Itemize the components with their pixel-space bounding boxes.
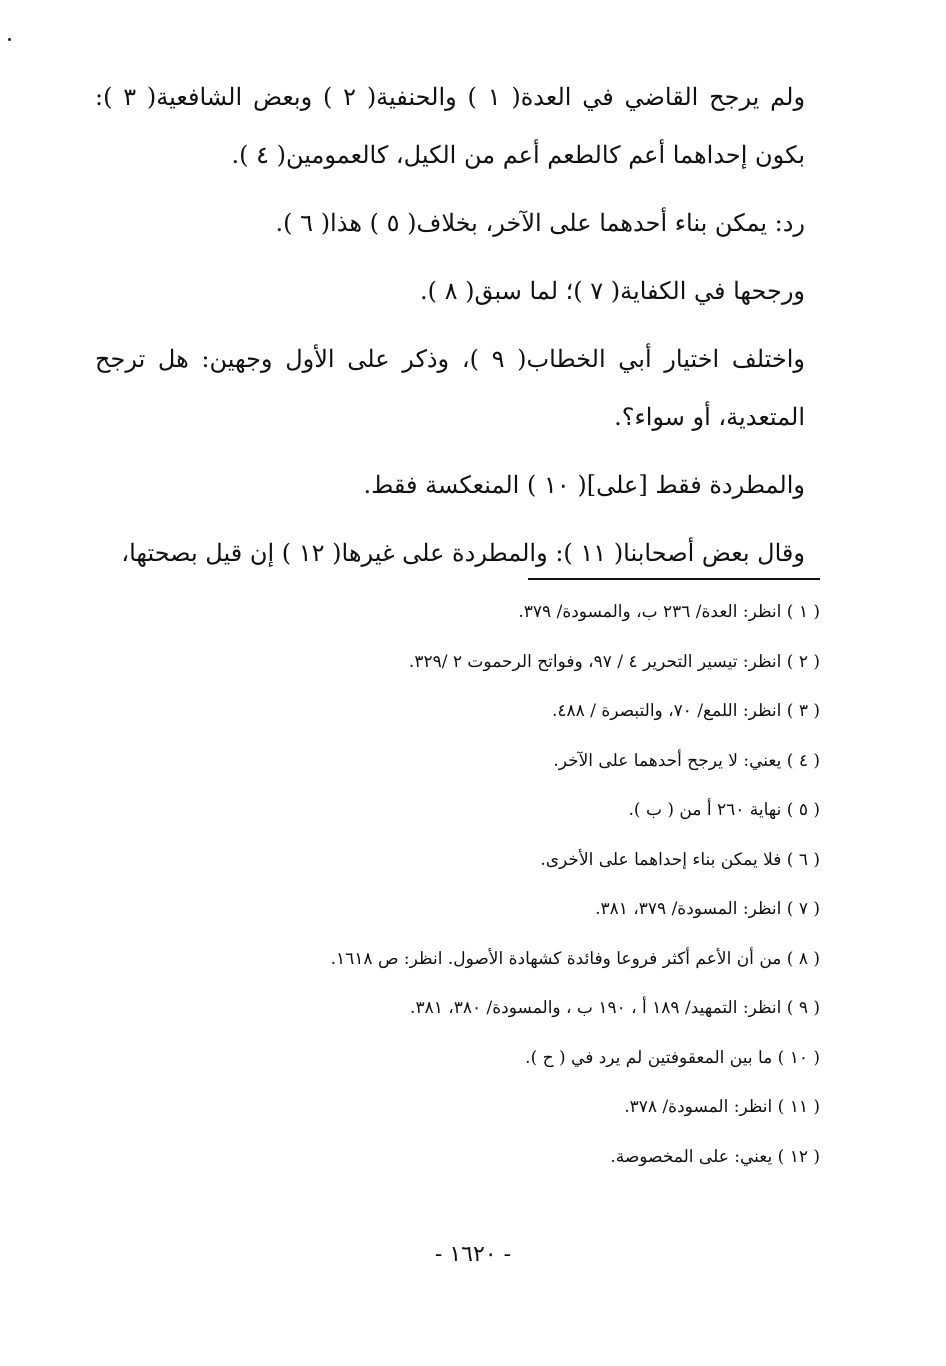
paragraph-2: رد: يمكن بناء أحدهما على الآخر، بخلاف( ٥ ) هذا( ٦ ). bbox=[275, 209, 805, 237]
footnote-3: ( ٣ ) انظر: اللمع/ ٧٠، والتبصرة / ٤٨٨. bbox=[552, 701, 820, 721]
footnote-10: ( ١٠ ) ما بين المعقوفتين لم يرد في ( ح ). bbox=[525, 1047, 820, 1068]
page-number: - ١٦٢٠ - bbox=[434, 1242, 512, 1267]
footnote-6: ( ٦ ) فلا يمكن بناء إحداهما على الأخرى. bbox=[540, 849, 820, 870]
footnote-7: ( ٧ ) انظر: المسودة/ ٣٧٩، ٣٨١. bbox=[595, 899, 820, 919]
paragraph-1: ولم يرجح القاضي في العدة( ١ ) والحنفية( ٢ ) وبعض الشافعية( ٣ ): بكون إحداهما أعم كالطعم أعم من الكيل، كالعمومين( ٤ ). bbox=[95, 83, 806, 169]
footnote-12: ( ١٢ ) يعني: على المخصوصة. bbox=[610, 1146, 820, 1167]
paragraph-4: واختلف اختيار أبي الخطاب( ٩ )، وذكر على الأول وجهين: هل ترجح المتعدية، أو سواء؟. bbox=[95, 345, 805, 431]
footnote-8: ( ٨ ) من أن الأعم أكثر فروعا وفائدة كشهادة الأصول. انظر: ص ١٦١٨. bbox=[330, 948, 820, 969]
paragraph-3: ورجحها في الكفاية( ٧ )؛ لما سبق( ٨ ). bbox=[420, 277, 805, 305]
footnote-4: ( ٤ ) يعني: لا يرجح أحدهما على الآخر. bbox=[553, 750, 820, 771]
footnote-11: ( ١١ ) انظر: المسودة/ ٣٧٨. bbox=[624, 1097, 820, 1117]
footnote-9: ( ٩ ) انظر: التمهيد/ ١٨٩ أ ، ١٩٠ ب ، والمسودة/ ٣٨٠، ٣٨١. bbox=[410, 998, 820, 1018]
footnote-5: ( ٥ ) نهاية ٢٦٠ أ من ( ب ). bbox=[628, 800, 820, 820]
paragraph-5: والمطردة فقط [على]( ١٠ ) المنعكسة فقط. bbox=[363, 471, 805, 499]
footnote-2: ( ٢ ) انظر: تيسير التحرير ٤ / ٩٧، وفواتح الرحموت ٢ /٣٢٩. bbox=[408, 651, 820, 672]
footnotes bbox=[120, 588, 820, 1182]
main-text bbox=[95, 68, 825, 582]
scan-speck bbox=[8, 38, 11, 41]
footnote-1: ( ١ ) انظر: العدة/ ٢٣٦ ب، والمسودة/ ٣٧٩. bbox=[518, 602, 820, 622]
footnote-separator bbox=[528, 578, 820, 580]
paragraph-6: وقال بعض أصحابنا( ١١ ): والمطردة على غيرها( ١٢ ) إن قيل بصحتها، bbox=[121, 539, 805, 567]
